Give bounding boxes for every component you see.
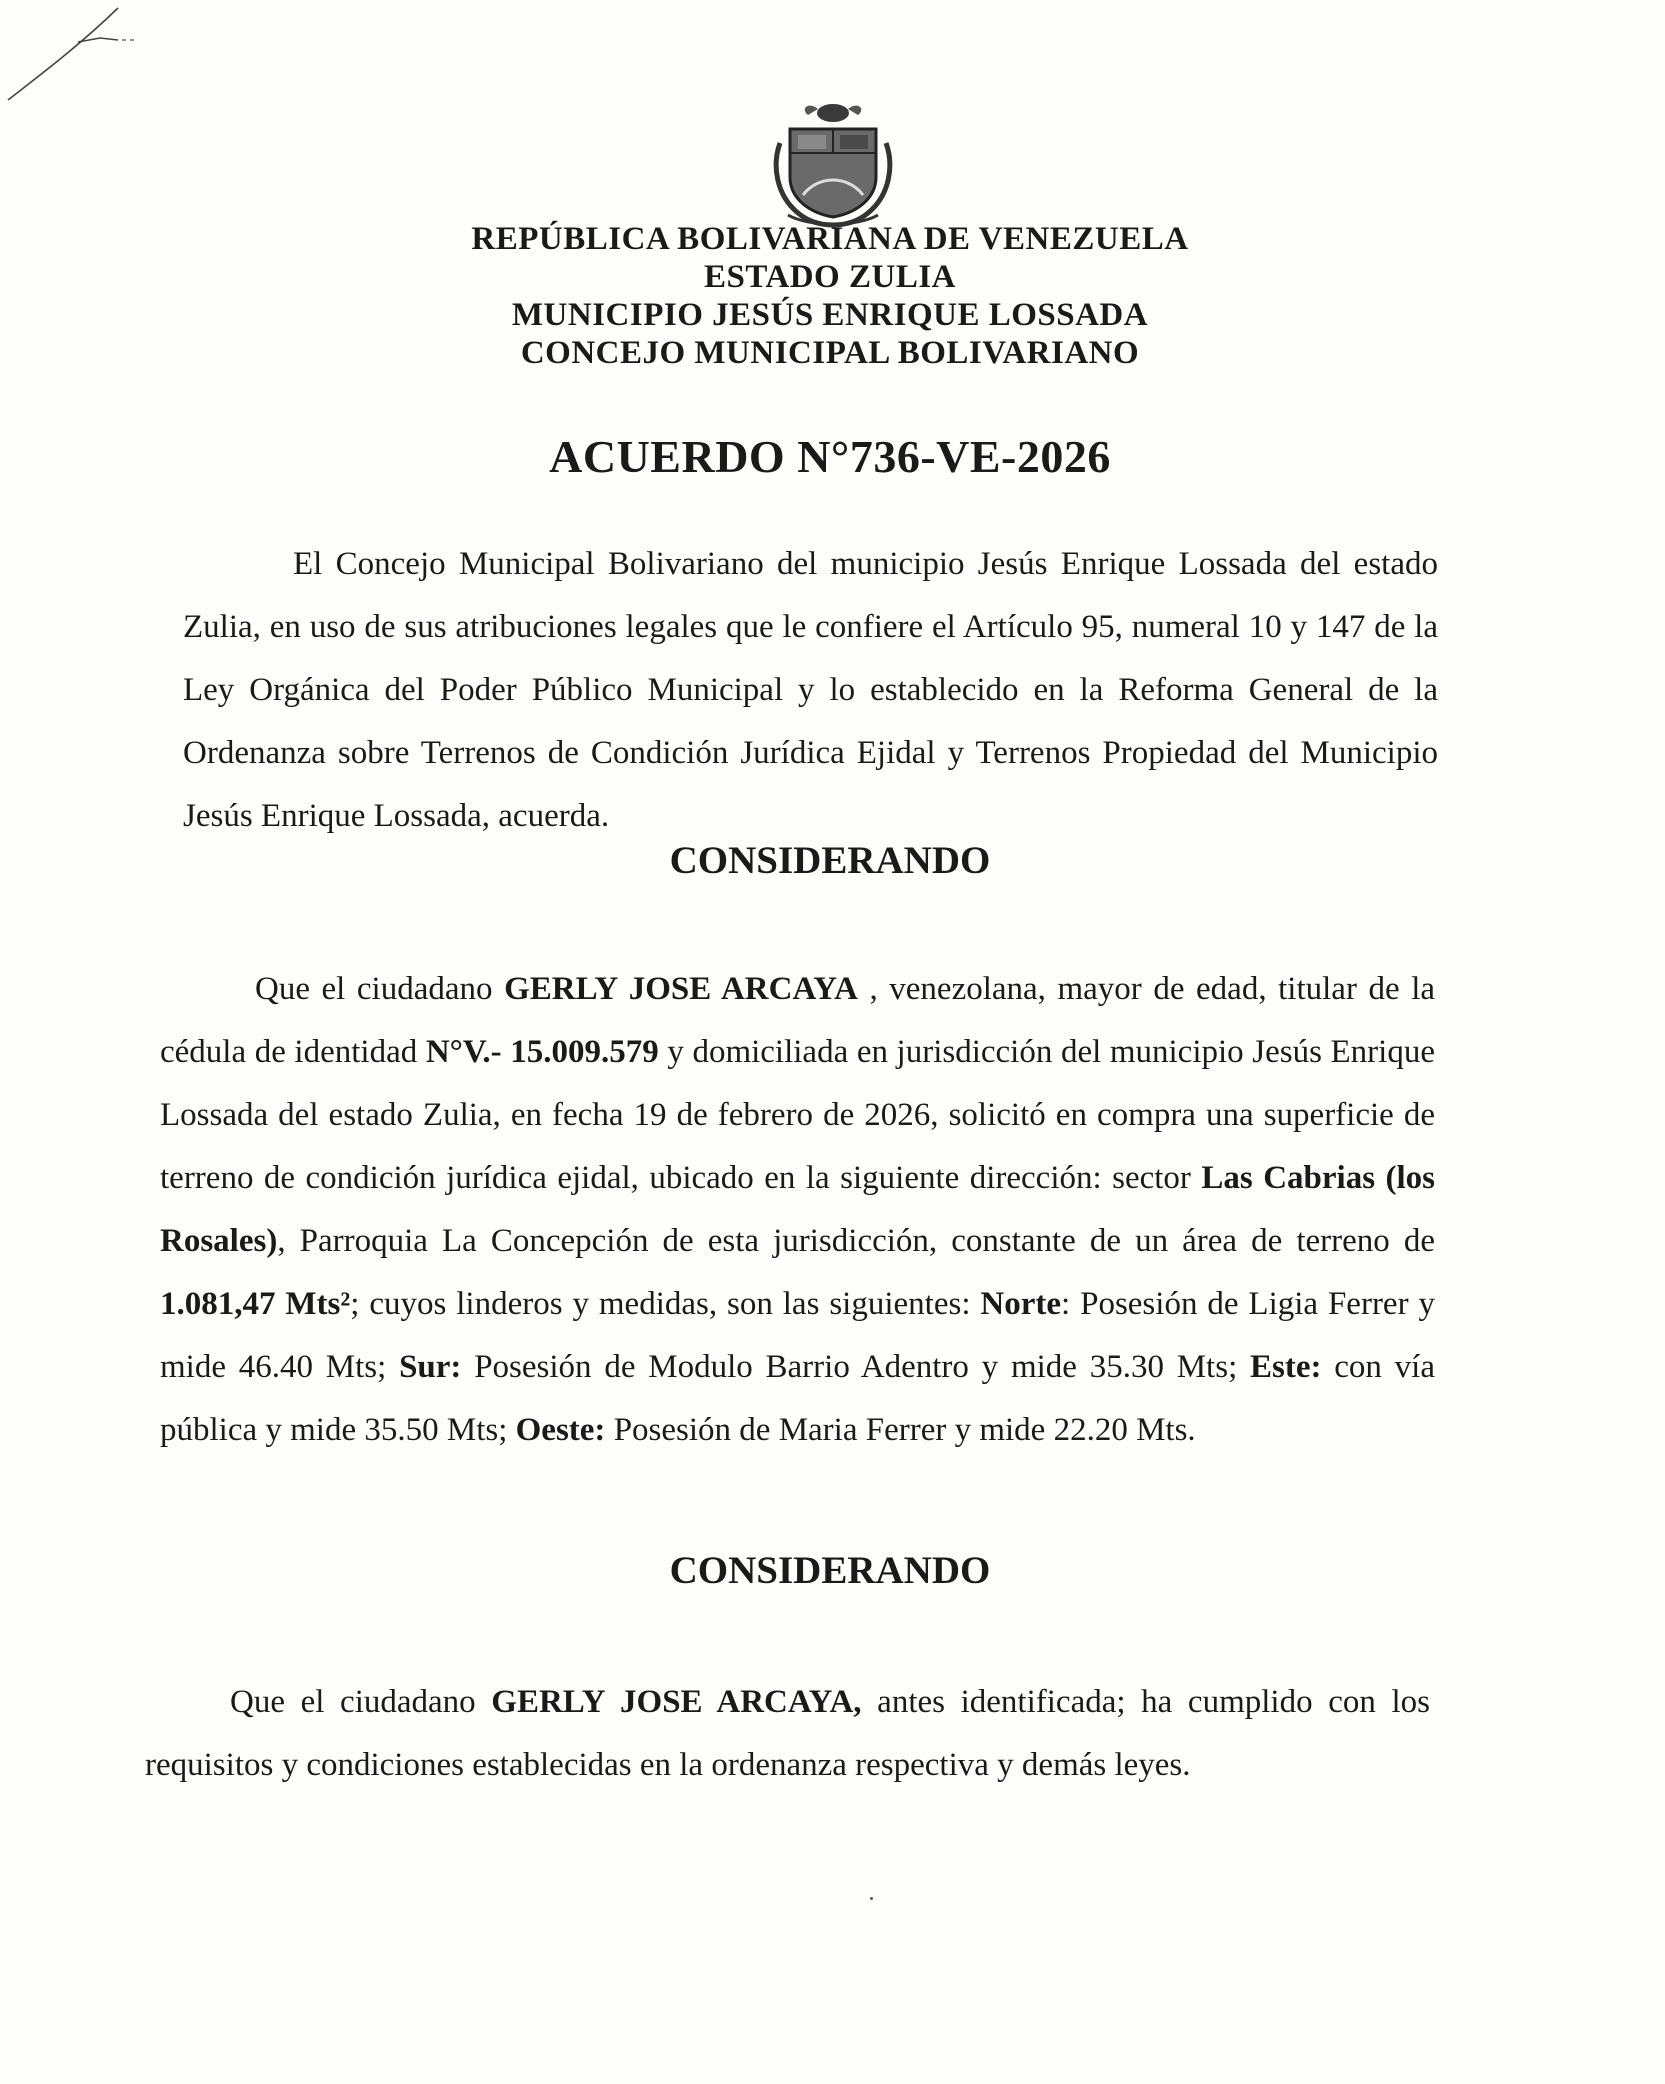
document-header bbox=[330, 220, 1330, 372]
considerando-heading-1: CONSIDERANDO bbox=[669, 839, 991, 882]
header-council: CONCEJO MUNICIPAL BOLIVARIANO bbox=[520, 335, 1140, 371]
header-municipality: MUNICIPIO JESÚS ENRIQUE LOSSADA bbox=[511, 297, 1149, 333]
boundary-east-label: Este: bbox=[1250, 1349, 1322, 1385]
boundary-south-label: Sur: bbox=[399, 1349, 462, 1385]
scan-speck bbox=[870, 1897, 873, 1900]
sector-name: Las Cabrias (los Rosales) bbox=[160, 1160, 1435, 1259]
header-state: ESTADO ZULIA bbox=[703, 259, 957, 295]
considerando-paragraph-2: Que el ciudadano GERLY JOSE ARCAYA, antes identificada; ha cumplido con los requisitos y condiciones establecidas en la ordenanza respectiva y demás leyes. bbox=[145, 1684, 1430, 1783]
boundary-north-label: Norte bbox=[980, 1286, 1062, 1322]
citizen-name-2: GERLY JOSE ARCAYA, bbox=[491, 1684, 862, 1720]
intro-paragraph: El Concejo Municipal Bolivariano del municipio Jesús Enrique Lossada del estado Zulia, en uso de sus atribuciones legales que le confiere el Artículo 95, numeral 10 y 147 de la Ley Orgánica del Poder Público Municipal y lo establecido en la Reforma General de la Ordenanza sobre Terrenos de Condición Jurídica Ejidal y Terrenos Propiedad del Municipio Jesús Enrique Lossada, acuerda. bbox=[183, 546, 1438, 834]
id-number: N°V.- 15.009.579 bbox=[425, 1034, 659, 1070]
pen-stroke-mark bbox=[0, 0, 160, 110]
citizen-name: GERLY JOSE ARCAYA bbox=[504, 971, 858, 1007]
considerando-heading-2: CONSIDERANDO bbox=[669, 1549, 991, 1592]
agreement-title: ACUERDO N°736-VE-2026 bbox=[549, 431, 1111, 482]
considerando-paragraph-1: Que el ciudadano GERLY JOSE ARCAYA , venezolana, mayor de edad, titular de la cédula de identidad N°V.- 15.009.579 y domiciliada en jurisdicción del municipio Jesús Enrique Lossada del estado Zulia, en fecha 19 de febrero de 2026, solicitó en compra una superficie de terreno de condición jurídica ejidal, ubicado en la siguiente dirección: sector Las Cabrias (los Rosales), Parroquia La Concepción de esta jurisdicción, constante de un área de terreno de 1.081,47 Mts²; cuyos linderos y medidas, son las siguientes: Norte: Posesión de Ligia Ferrer y mide 46.40 Mts; Sur: Posesión de Modulo Barrio Adentro y mide 35.30 Mts; Este: con vía pública y mide 35.50 Mts; Oeste: Posesión de Maria Ferrer y mide 22.20 Mts. bbox=[160, 971, 1436, 1448]
boundary-west-label: Oeste: bbox=[515, 1412, 606, 1448]
land-area: 1.081,47 Mts² bbox=[160, 1286, 351, 1322]
coat-of-arms-seal-icon bbox=[758, 95, 908, 230]
header-republic: REPÚBLICA BOLIVARIANA DE VENEZUELA bbox=[471, 221, 1189, 257]
